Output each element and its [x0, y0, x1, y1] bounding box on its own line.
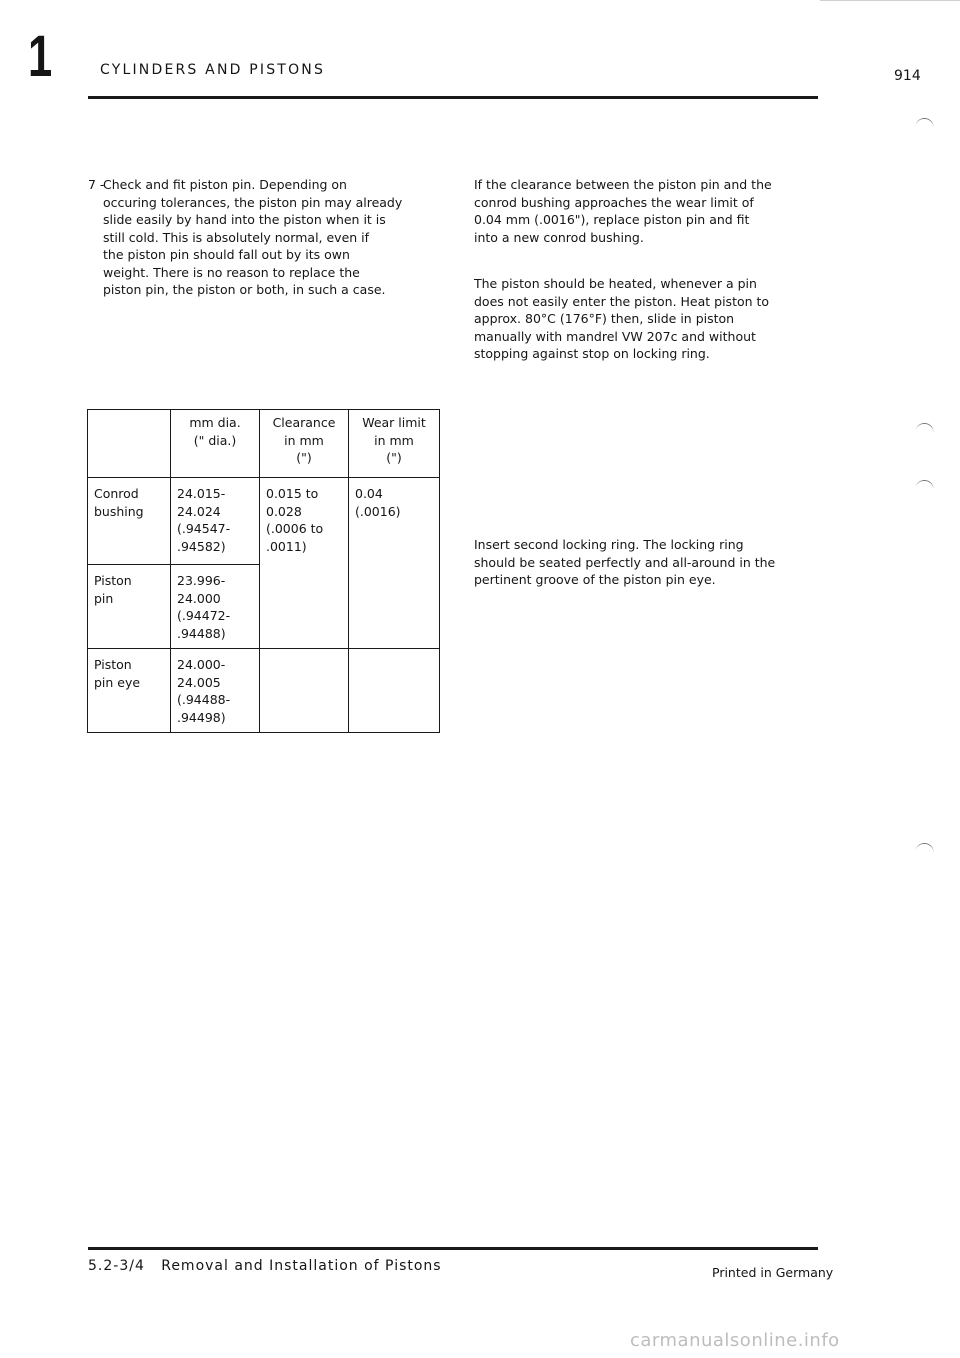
paragraph-line: 0.04 mm (.0016"), replace piston pin and fit	[474, 212, 750, 227]
paragraph-line: approx. 80°C (176°F) then, slide in piston	[474, 311, 735, 326]
row-label	[88, 565, 171, 649]
footer-rule	[88, 1247, 818, 1250]
step-line: the piston pin should fall out by its own	[103, 247, 350, 262]
cell-line: 0.015 to	[266, 486, 319, 501]
cell-line: (.94472-	[177, 608, 231, 623]
cell-line: 24.015-	[177, 486, 226, 501]
paragraph-line: does not easily enter the piston. Heat piston to	[474, 293, 770, 309]
cell-line: Piston	[94, 573, 132, 588]
header-line: (" dia.)	[193, 432, 237, 448]
step-line: weight. There is no reason to replace the	[103, 264, 360, 280]
page-number: 914	[894, 68, 921, 84]
empty-cell	[260, 649, 349, 733]
printed-in-label: Printed in Germany	[712, 1265, 834, 1280]
page-title: CYLINDERS AND PISTONS	[100, 62, 326, 78]
paragraph-line: should be seated perfectly and all-around in the	[474, 554, 776, 570]
cell-line: 24.024	[177, 503, 221, 519]
watermark: carmanualsonline.info	[630, 1330, 840, 1351]
paragraph-line: Insert second locking ring. The locking ring	[474, 537, 744, 552]
paragraph-line: manually with mandrel VW 207c and without	[474, 328, 756, 344]
paragraph-line: conrod bushing approaches the wear limit of	[474, 194, 754, 210]
header-blank-cell	[88, 410, 171, 478]
footer-section	[88, 1258, 442, 1274]
cell-line: .94488)	[177, 625, 226, 641]
row-mm-dia	[171, 649, 260, 733]
row-label	[88, 649, 171, 733]
row-label	[88, 478, 171, 565]
empty-cell	[349, 649, 440, 733]
section-number: 5.2-3/4	[88, 1258, 145, 1274]
step-line: piston pin, the piston or both, in such a case.	[103, 282, 386, 297]
cell-line: (.0006 to	[266, 521, 324, 536]
step-line: slide easily by hand into the piston when it is	[103, 212, 386, 227]
cell-line: 0.028	[266, 503, 302, 519]
scan-mark	[915, 842, 934, 855]
pin-dimensions-table	[87, 409, 440, 733]
cell-line: (.94547-	[177, 521, 231, 536]
row-mm-dia	[171, 565, 260, 649]
step-line: still cold. This is absolutely normal, even if	[103, 229, 370, 245]
section-title: Removal and Installation of Pistons	[161, 1258, 442, 1274]
header-line: Wear limit	[362, 415, 426, 430]
cell-line: (.94488-	[177, 692, 231, 707]
cell-line: 0.04	[355, 486, 383, 501]
cell-line: Conrod	[94, 486, 139, 501]
wear-limit-cell	[349, 478, 440, 649]
scan-mark	[915, 117, 934, 130]
table-header-row	[88, 410, 440, 478]
scan-mark	[915, 479, 934, 492]
chapter-number: 1	[28, 24, 53, 89]
paragraph-line: If the clearance between the piston pin and the	[474, 177, 772, 192]
top-scan-rule	[820, 0, 960, 1]
header-rule	[88, 96, 818, 99]
clearance-paragraph	[474, 176, 814, 246]
header-line: (")	[386, 450, 402, 465]
header-line: Clearance	[272, 415, 336, 430]
paragraph-line: into a new conrod bushing.	[474, 229, 644, 245]
header-line: mm dia.	[189, 415, 241, 430]
step-7-text	[103, 176, 458, 299]
header-wear-limit	[349, 410, 440, 478]
table-row	[88, 478, 440, 565]
paragraph-line: stopping against stop on locking ring.	[474, 346, 710, 361]
cell-line: bushing	[94, 503, 144, 519]
header-mm-dia	[171, 410, 260, 478]
paragraph-line: The piston should be heated, whenever a pin	[474, 276, 757, 291]
header-line: in mm	[284, 432, 324, 448]
cell-line: .94582)	[177, 538, 226, 554]
table-row	[88, 649, 440, 733]
header-clearance	[260, 410, 349, 478]
row-mm-dia	[171, 478, 260, 565]
cell-line: pin	[94, 590, 114, 606]
step-line: Check and fit piston pin. Depending on	[103, 177, 347, 192]
header-line: in mm	[374, 432, 414, 448]
locking-ring-paragraph	[474, 536, 814, 589]
cell-line: 24.000-	[177, 657, 226, 672]
clearance-cell	[260, 478, 349, 649]
step-number: 7 -	[88, 177, 105, 192]
cell-line: (.0016)	[355, 503, 401, 519]
header-line: (")	[296, 450, 312, 465]
cell-line: .0011)	[266, 538, 307, 554]
heating-paragraph	[474, 275, 794, 363]
cell-line: 23.996-	[177, 573, 226, 588]
cell-line: 24.000	[177, 590, 221, 606]
paragraph-line: pertinent groove of the piston pin eye.	[474, 572, 716, 587]
step-line: occuring tolerances, the piston pin may already	[103, 194, 403, 210]
cell-line: Piston	[94, 657, 132, 672]
cell-line: .94498)	[177, 709, 226, 725]
cell-line: 24.005	[177, 674, 221, 690]
scan-mark	[915, 422, 934, 435]
cell-line: pin eye	[94, 674, 141, 690]
